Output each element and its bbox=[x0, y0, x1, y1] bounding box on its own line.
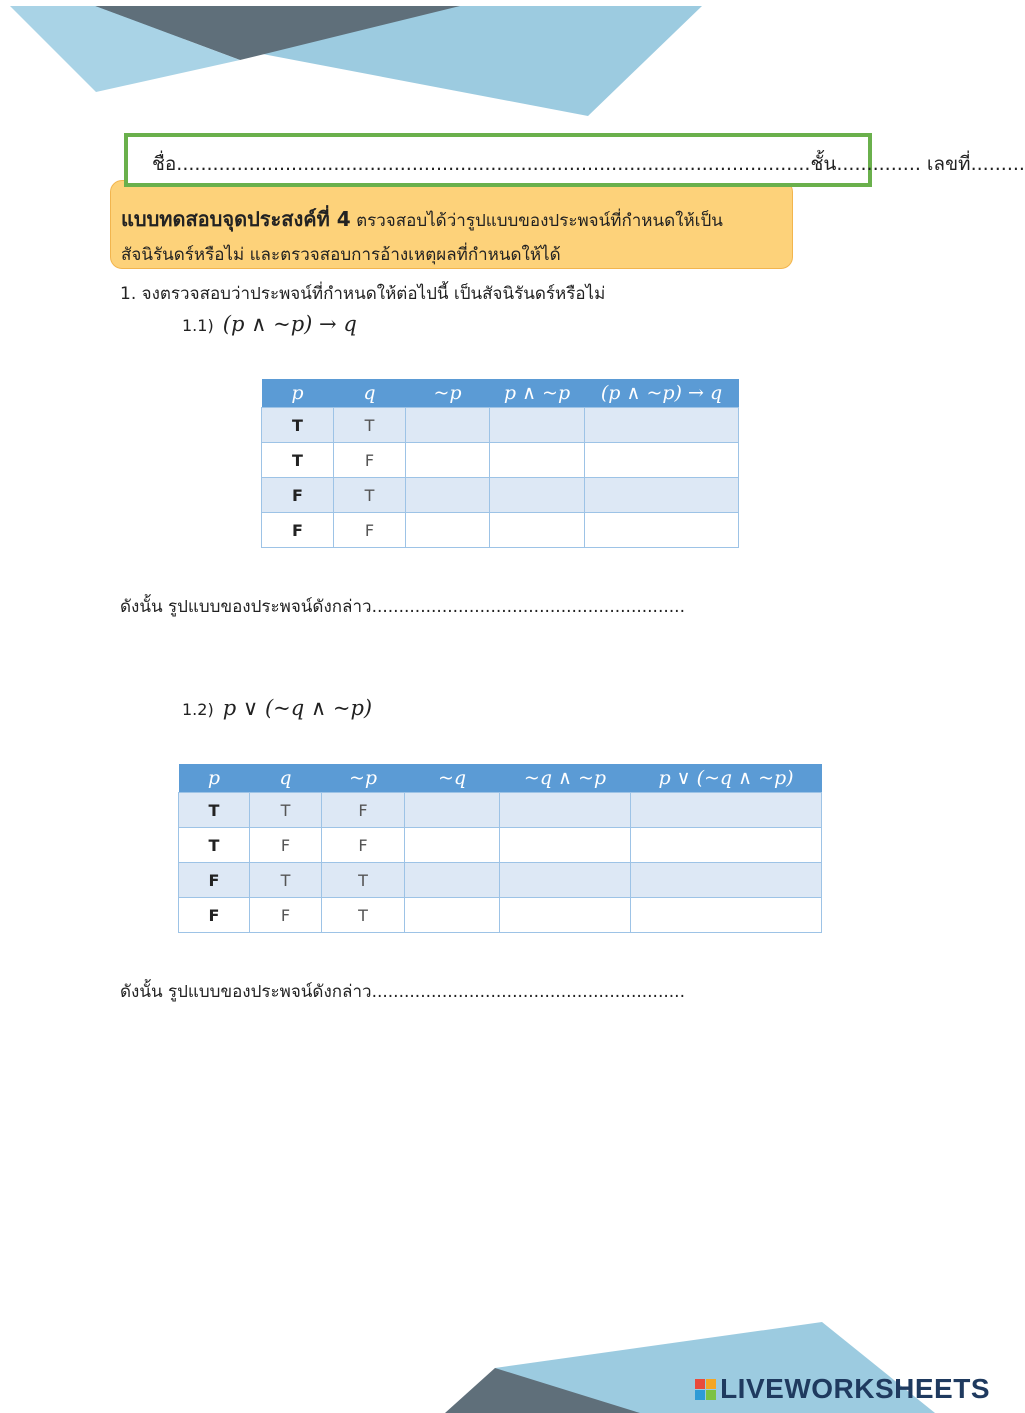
name-class-number-line[interactable]: ชื่อ.........................................................................................................ชั้น.............. เลขที่......... bbox=[152, 153, 1025, 175]
p-cell: T bbox=[179, 793, 250, 828]
logo-square-blue bbox=[695, 1390, 705, 1400]
answer-cell[interactable] bbox=[406, 513, 490, 548]
objective-text-1: ตรวจสอบได้ว่ารูปแบบของประพจน์ที่กำหนดให้เป็น bbox=[356, 211, 723, 231]
q-cell: T bbox=[250, 863, 322, 898]
problem-1-heading bbox=[182, 312, 357, 336]
answer-cell[interactable] bbox=[405, 793, 500, 828]
header-cell: q bbox=[334, 379, 406, 408]
q-cell: T bbox=[334, 478, 406, 513]
truth-table-2-header bbox=[179, 764, 822, 793]
header-cell: p bbox=[179, 764, 250, 793]
logo-square-green bbox=[706, 1390, 716, 1400]
q-cell: F bbox=[334, 513, 406, 548]
table-row bbox=[179, 863, 822, 898]
answer-cell[interactable] bbox=[406, 443, 490, 478]
p-cell: F bbox=[179, 863, 250, 898]
table-row bbox=[179, 793, 822, 828]
q-cell: F bbox=[250, 828, 322, 863]
answer-cell[interactable] bbox=[631, 898, 822, 933]
table-row bbox=[179, 828, 822, 863]
header-cell: q bbox=[250, 764, 322, 793]
problem-1-conclusion[interactable]: ดังนั้น รูปแบบของประพจน์ดังกล่าว.......................................................... bbox=[120, 597, 685, 617]
answer-cell[interactable] bbox=[405, 828, 500, 863]
answer-cell[interactable] bbox=[406, 408, 490, 443]
header-cell: ~q ∧ ~p bbox=[500, 764, 631, 793]
truth-table-1 bbox=[261, 379, 739, 548]
p-cell: T bbox=[262, 408, 334, 443]
q-cell: F bbox=[334, 443, 406, 478]
table-row bbox=[262, 478, 739, 513]
answer-cell[interactable] bbox=[500, 863, 631, 898]
table-row bbox=[262, 443, 739, 478]
answer-cell[interactable] bbox=[585, 513, 739, 548]
liveworksheets-logo bbox=[695, 1373, 990, 1405]
table-row bbox=[179, 898, 822, 933]
q-cell: T bbox=[334, 408, 406, 443]
p-cell: F bbox=[262, 513, 334, 548]
p-cell: T bbox=[262, 443, 334, 478]
not-p-cell: F bbox=[322, 828, 405, 863]
not-p-cell: F bbox=[322, 793, 405, 828]
truth-table-1-header bbox=[262, 379, 739, 408]
answer-cell[interactable] bbox=[500, 898, 631, 933]
logo-square-red bbox=[695, 1379, 705, 1389]
header-cell: p ∨ (~q ∧ ~p) bbox=[631, 764, 822, 793]
p-cell: F bbox=[262, 478, 334, 513]
not-p-cell: T bbox=[322, 898, 405, 933]
answer-cell[interactable] bbox=[585, 443, 739, 478]
logo-square-orange bbox=[706, 1379, 716, 1389]
answer-cell[interactable] bbox=[490, 513, 585, 548]
answer-cell[interactable] bbox=[631, 828, 822, 863]
header-cell: ~q bbox=[405, 764, 500, 793]
p-cell: F bbox=[179, 898, 250, 933]
answer-cell[interactable] bbox=[490, 478, 585, 513]
table-row bbox=[262, 408, 739, 443]
objective-line-1 bbox=[121, 203, 723, 235]
answer-cell[interactable] bbox=[500, 828, 631, 863]
header-cell: ~p bbox=[322, 764, 405, 793]
objective-box bbox=[110, 180, 793, 269]
problem-2-expression: p ∨ (~q ∧ ~p) bbox=[222, 696, 373, 720]
instruction: 1. จงตรวจสอบว่าประพจน์ที่กำหนดให้ต่อไปนี้ เป็นสัจนิรันดร์หรือไม่ bbox=[120, 284, 606, 304]
answer-cell[interactable] bbox=[585, 408, 739, 443]
answer-cell[interactable] bbox=[631, 793, 822, 828]
answer-cell[interactable] bbox=[406, 478, 490, 513]
problem-2-heading bbox=[182, 696, 372, 720]
objective-title: แบบทดสอบจุดประสงค์ที่ 4 bbox=[121, 207, 351, 231]
table-row bbox=[262, 513, 739, 548]
objective-line-2: สัจนิรันดร์หรือไม่ และตรวจสอบการอ้างเหตุผลที่กำหนดให้ได้ bbox=[121, 245, 561, 265]
header-cell: ~p bbox=[406, 379, 490, 408]
answer-cell[interactable] bbox=[500, 793, 631, 828]
truth-table-2 bbox=[178, 764, 822, 933]
answer-cell[interactable] bbox=[405, 898, 500, 933]
p-cell: T bbox=[179, 828, 250, 863]
header-cell: (p ∧ ~p) → q bbox=[585, 379, 739, 408]
q-cell: F bbox=[250, 898, 322, 933]
answer-cell[interactable] bbox=[405, 863, 500, 898]
answer-cell[interactable] bbox=[585, 478, 739, 513]
header-cell: p bbox=[262, 379, 334, 408]
problem-1-label: 1.1) bbox=[182, 316, 214, 335]
problem-2-label: 1.2) bbox=[182, 700, 214, 719]
name-box bbox=[124, 133, 1025, 187]
logo-mark-icon bbox=[695, 1379, 716, 1400]
logo-text: LIVEWORKSHEETS bbox=[720, 1373, 990, 1404]
header-cell: p ∧ ~p bbox=[490, 379, 585, 408]
problem-1-expression: (p ∧ ~p) → q bbox=[222, 312, 357, 336]
not-p-cell: T bbox=[322, 863, 405, 898]
problem-2-conclusion[interactable]: ดังนั้น รูปแบบของประพจน์ดังกล่าว.......................................................... bbox=[120, 982, 685, 1002]
answer-cell[interactable] bbox=[490, 408, 585, 443]
answer-cell[interactable] bbox=[631, 863, 822, 898]
answer-cell[interactable] bbox=[490, 443, 585, 478]
q-cell: T bbox=[250, 793, 322, 828]
